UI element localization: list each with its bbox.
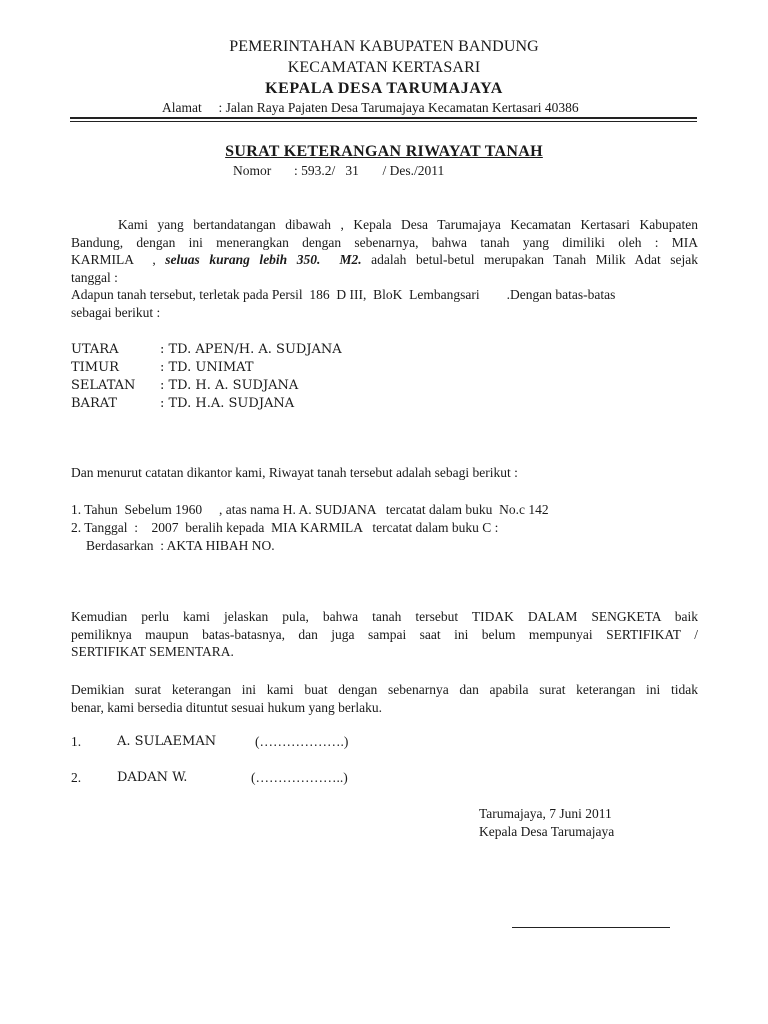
statement-line-3 xyxy=(71,251,698,269)
witness-signature: (……………….) xyxy=(255,734,349,749)
boundary-row xyxy=(71,341,342,359)
boundary-value: : TD. H.A. SUDJANA xyxy=(160,396,295,411)
letterhead-district: KECAMATAN KERTASARI xyxy=(287,59,481,76)
boundaries-intro: sebagai berikut : xyxy=(71,304,161,320)
boundary-row xyxy=(71,359,342,377)
boundary-value: : TD. H. A. SUDJANA xyxy=(160,378,299,393)
paragraph-statement xyxy=(71,216,698,321)
witness-name: A. SULAEMAN xyxy=(117,734,217,749)
dispute-line-1: Kemudian perlu kami jelaskan pula, bahwa tanah tersebut TIDAK DALAM SENGKETA baik xyxy=(71,609,698,624)
witness-number: 2. xyxy=(71,770,82,785)
boundary-value: : TD. APEN/H. A. SUDJANA xyxy=(160,342,342,357)
document-number xyxy=(233,163,444,179)
signature-place-date: Tarumajaya, 7 Juni 2011 xyxy=(479,806,612,821)
paragraph-dispute-status xyxy=(71,608,698,661)
witness-name: DADAN W. xyxy=(117,770,188,785)
land-status: adalah betul-betul merupakan Tanah Milik Adat sejak xyxy=(361,252,698,267)
nomor-value: : 593.2/ 31 / Des./2011 xyxy=(294,163,445,178)
letterhead-double-rule xyxy=(70,117,697,122)
witness-row xyxy=(71,770,348,786)
statement-line-1: Kami yang bertandatangan dibawah , Kepala Desa Tarumajaya Kecamatan Kertasari Kabupaten xyxy=(118,217,698,232)
boundary-row xyxy=(71,395,342,413)
boundary-row xyxy=(71,377,342,395)
history-item-2: 2. Tanggal : 2007 beralih kepada MIA KARMILA tercatat dalam buku C : xyxy=(71,520,499,535)
closing-line-1: Demikian surat keterangan ini kami buat dengan sebenarnya dan apabila surat keterangan ini tidak xyxy=(71,682,698,697)
dispute-line-3: SERTIFIKAT SEMENTARA. xyxy=(71,644,234,659)
boundary-direction: UTARA xyxy=(71,342,119,357)
history-intro: Dan menurut catatan dikantor kami, Riwayat tanah tersebut adalah sebagi berikut : xyxy=(71,465,518,480)
boundary-value: : TD. UNIMAT xyxy=(160,360,254,375)
signature-position: Kepala Desa Tarumajaya xyxy=(479,824,615,839)
signature-line xyxy=(512,927,670,928)
letterhead-village-head: KEPALA DESA TARUMAJAYA xyxy=(265,80,503,97)
address-value: : Jalan Raya Pajaten Desa Tarumajaya Kecamatan Kertasari 40386 xyxy=(218,100,579,115)
closing-line-2: benar, kami bersedia dituntut sesuai hukum yang berlaku. xyxy=(71,699,383,715)
statement-line-4: tanggal : xyxy=(71,269,118,285)
document-title: SURAT KETERANGAN RIWAYAT TANAH xyxy=(225,143,543,160)
land-area: seluas kurang lebih 350. M2. xyxy=(165,252,362,267)
location-line: Adapun tanah tersebut, terletak pada Persil 186 D III, BloK Lembangsari .Dengan batas-batas xyxy=(71,287,616,302)
paragraph-closing xyxy=(71,681,698,716)
letterhead-address xyxy=(162,100,579,116)
letterhead-government: PEMERINTAHAN KABUPATEN BANDUNG xyxy=(229,38,539,55)
boundary-direction: BARAT xyxy=(71,396,118,411)
nomor-label: Nomor xyxy=(233,163,272,178)
owner-name: KARMILA , xyxy=(71,252,166,267)
witness-row xyxy=(71,734,348,750)
statement-line-2: Bandung, dengan ini menerangkan dengan sebenarnya, bahwa tanah yang dimiliki oleh : MIA xyxy=(71,234,698,250)
boundary-direction: SELATAN xyxy=(71,378,136,393)
history-item-2-basis: Berdasarkan : AKTA HIBAH NO. xyxy=(86,538,275,553)
witness-number: 1. xyxy=(71,734,82,749)
boundary-direction: TIMUR xyxy=(71,360,119,375)
history-item-1: 1. Tahun Sebelum 1960 , atas nama H. A. SUDJANA tercatat dalam buku No.c 142 xyxy=(71,502,549,517)
boundaries-list xyxy=(71,341,342,413)
address-label: Alamat xyxy=(162,100,202,115)
witness-signature: (………………..) xyxy=(251,770,348,785)
dispute-line-2: pemiliknya maupun batas-batasnya, dan juga sampai saat ini belum mempunyai SERTIFIKAT / xyxy=(71,626,698,642)
